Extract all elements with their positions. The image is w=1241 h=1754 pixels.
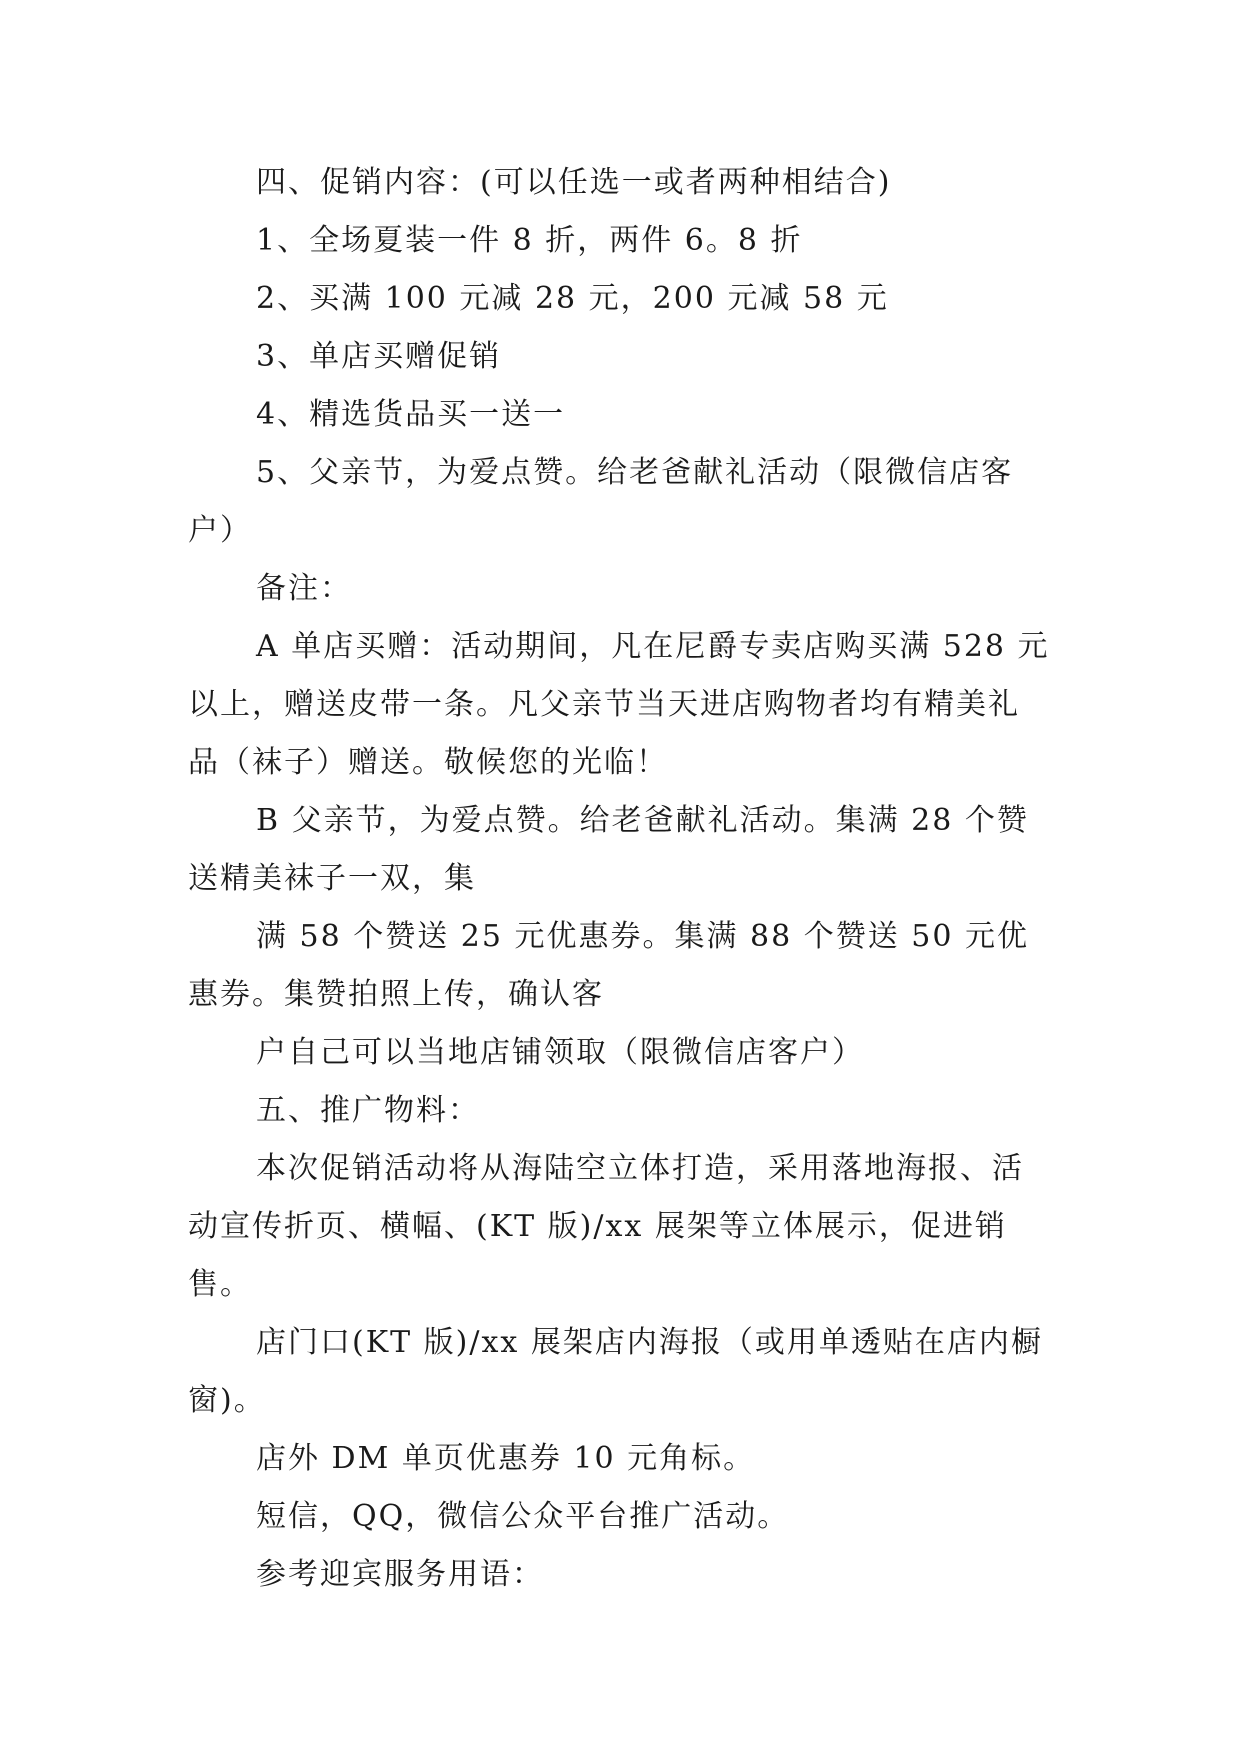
- note-b-continuation-1: 满 58 个赞送 25 元优惠券。集满 88 个赞送 50 元优惠券。集赞拍照上传，确认客: [188, 919, 1029, 1012]
- materials-paragraph-1: 本次促销活动将从海陆空立体打造，采用落地海报、活动宣传折页、横幅、(KT 版)/xx 展架等立体展示，促进销售。: [188, 1151, 1024, 1302]
- materials-paragraph-4: 短信，QQ，微信公众平台推广活动。: [256, 1499, 790, 1534]
- notes-heading: 备注：: [256, 571, 352, 606]
- document-body: [188, 154, 1050, 1604]
- materials-paragraph-2: 店门口(KT 版)/xx 展架店内海报（或用单透贴在店内橱窗)。: [188, 1325, 1043, 1418]
- promo-item-3: 3、单店买赠促销: [256, 339, 502, 374]
- promo-item-5: 5、父亲节，为爱点赞。给老爸献礼活动（限微信店客户）: [188, 455, 1014, 548]
- greeting-terms-heading: 参考迎宾服务用语：: [256, 1557, 544, 1592]
- promo-item-2: 2、买满 100 元减 28 元，200 元减 58 元: [256, 281, 889, 316]
- note-a-paragraph: A 单店买赠：活动期间，凡在尼爵专卖店购买满 528 元以上，赠送皮带一条。凡父亲节当天进店购物者均有精美礼品（袜子）赠送。敬候您的光临！: [188, 629, 1050, 780]
- materials-paragraph-3: 店外 DM 单页优惠券 10 元角标。: [256, 1441, 756, 1476]
- note-b-continuation-2: 户自己可以当地店铺领取（限微信店客户）: [256, 1035, 864, 1070]
- promo-item-4: 4、精选货品买一送一: [256, 397, 566, 432]
- section-heading-promotion-materials: 五、推广物料：: [256, 1093, 480, 1128]
- section-heading-promotion-content: 四、促销内容：(可以任选一或者两种相结合): [256, 165, 892, 200]
- note-b-paragraph: B 父亲节，为爱点赞。给老爸献礼活动。集满 28 个赞送精美袜子一双，集: [188, 803, 1029, 896]
- promo-item-1: 1、全场夏装一件 8 折，两件 6。8 折: [256, 223, 803, 258]
